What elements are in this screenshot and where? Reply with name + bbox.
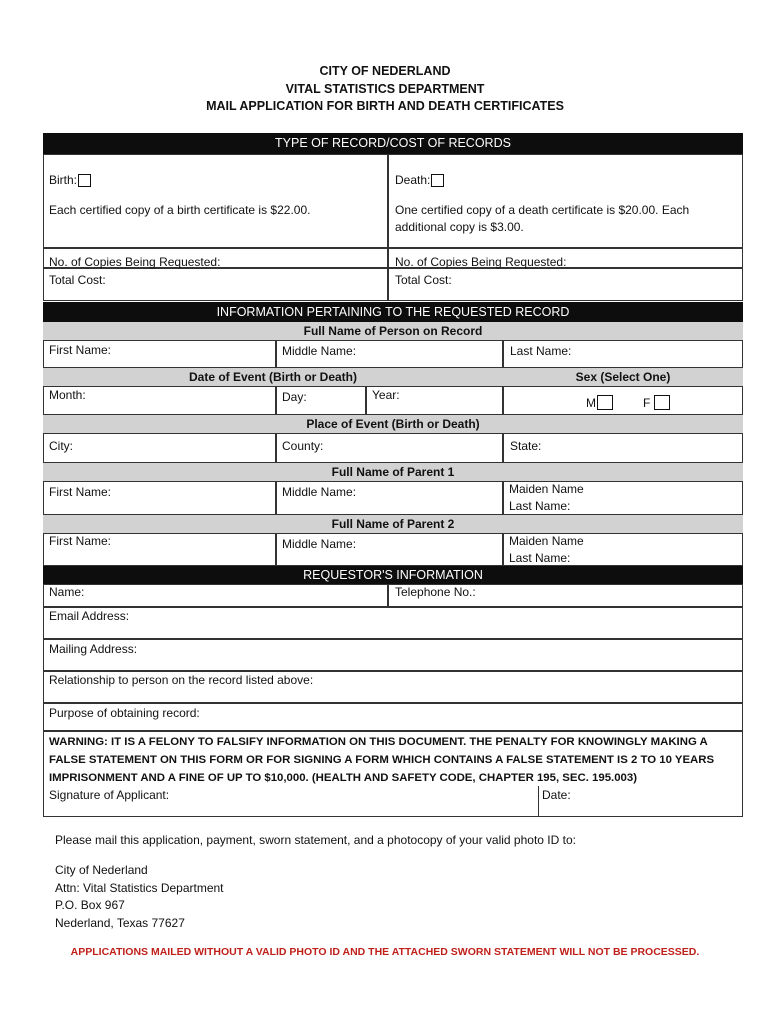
death-label: Death: [395, 173, 431, 187]
parent2-middle-name-label: Middle Name: [282, 537, 357, 551]
relationship-label: Relationship to person on the record listed above: [49, 673, 314, 687]
email-field[interactable] [43, 607, 743, 639]
record-middle-name-label: Middle Name: [282, 344, 357, 358]
month-label: Month: [49, 388, 86, 402]
city-label: City: [49, 439, 73, 453]
parent2-last-name-label: Last Name: [509, 551, 571, 565]
header-department: VITAL STATISTICS DEPARTMENT [285, 81, 485, 96]
parent1-last-name-label: Last Name: [509, 499, 571, 513]
birth-cost-cell [43, 154, 388, 248]
birth-copies-label: No. of Copies Being Requested: [49, 255, 221, 269]
processing-notice: APPLICATIONS MAILED WITHOUT A VALID PHOTO ID AND THE ATTACHED SWORN STATEMENT WILL NOT BE PROCESSED. [70, 946, 700, 958]
address-line2: Attn: Vital Statistics Department [55, 881, 224, 895]
death-cost-text-line2: additional copy is $3.00. [395, 220, 524, 234]
place-of-event-heading: Place of Event (Birth or Death) [43, 415, 743, 433]
sex-m-checkbox[interactable] [597, 395, 613, 410]
full-name-heading: Full Name of Person on Record [43, 322, 743, 340]
death-copies-label: No. of Copies Being Requested: [395, 255, 567, 269]
section-record-info-title: INFORMATION PERTAINING TO THE REQUESTED RECORD [43, 302, 743, 322]
header-form-title: MAIL APPLICATION FOR BIRTH AND DEATH CERTIFICATES [206, 99, 564, 113]
death-checkbox[interactable] [431, 174, 444, 187]
parent2-heading: Full Name of Parent 2 [43, 515, 743, 533]
county-label: County: [282, 439, 324, 453]
header-city: CITY OF NEDERLAND [319, 64, 451, 78]
parent1-heading: Full Name of Parent 1 [43, 463, 743, 481]
section-record-type-title: TYPE OF RECORD/COST OF RECORDS [43, 133, 743, 154]
signature-label: Signature of Applicant: [49, 788, 170, 802]
death-cost-text-line1: One certified copy of a death certificate is $20.00. Each [395, 203, 690, 217]
section-requestor-title: REQUESTOR'S INFORMATION [43, 566, 743, 584]
warning-line2: FALSE STATEMENT ON THIS FORM OR FOR SIGNING A FORM WHICH CONTAINS A FALSE STATEMENT IS 2 TO 10 YEARS [49, 754, 715, 766]
record-first-name-label: First Name: [49, 343, 112, 357]
birth-checkbox[interactable] [78, 174, 91, 187]
birth-cost-text: Each certified copy of a birth certificate is $22.00. [49, 203, 311, 217]
sex-f-checkbox[interactable] [654, 395, 670, 410]
date-label: Date: [542, 788, 571, 802]
parent2-first-name-label: First Name: [49, 534, 112, 548]
requestor-name-label: Name: [49, 585, 85, 599]
city-field[interactable] [43, 433, 276, 463]
record-last-name-label: Last Name: [510, 344, 572, 358]
birth-total-label: Total Cost: [49, 273, 106, 287]
death-total-label: Total Cost: [395, 273, 452, 287]
parent1-maiden-name-label: Maiden Name [509, 482, 584, 496]
warning-line3: IMPRISONMENT AND A FINE OF UP TO $10,000. (HEALTH AND SAFETY CODE, CHAPTER 195, SEC. 195.003) [49, 772, 638, 784]
sex-f-label: F [643, 396, 651, 410]
birth-label: Birth: [49, 173, 78, 187]
parent1-middle-name-label: Middle Name: [282, 485, 357, 499]
mailing-address-label: Mailing Address: [49, 642, 138, 656]
mail-instruction: Please mail this application, payment, sworn statement, and a photocopy of your valid photo ID to: [55, 833, 576, 847]
address-line1: City of Nederland [55, 863, 148, 877]
state-label: State: [510, 439, 542, 453]
day-label: Day: [282, 390, 307, 404]
parent1-first-name-label: First Name: [49, 485, 112, 499]
email-label: Email Address: [49, 609, 130, 623]
document-header [0, 63, 770, 116]
sex-heading: Sex (Select One) [503, 368, 743, 386]
address-line4: Nederland, Texas 77627 [55, 916, 185, 930]
requestor-telephone-label: Telephone No.: [395, 585, 476, 599]
address-line3: P.O. Box 967 [55, 898, 125, 912]
requestor-name-field[interactable] [43, 584, 388, 607]
application-form [43, 133, 743, 817]
sex-field [503, 386, 743, 415]
warning-line1: WARNING: IT IS A FELONY TO FALSIFY INFORMATION ON THIS DOCUMENT. THE PENALTY FOR KNOWINGLY MAKING A [49, 736, 708, 748]
purpose-label: Purpose of obtaining record: [49, 706, 200, 720]
mailing-address-field[interactable] [43, 639, 743, 671]
sex-m-label: M [586, 396, 596, 410]
parent2-maiden-name-label: Maiden Name [509, 534, 584, 548]
date-of-event-heading: Date of Event (Birth or Death) [43, 368, 503, 386]
year-label: Year: [372, 388, 400, 402]
